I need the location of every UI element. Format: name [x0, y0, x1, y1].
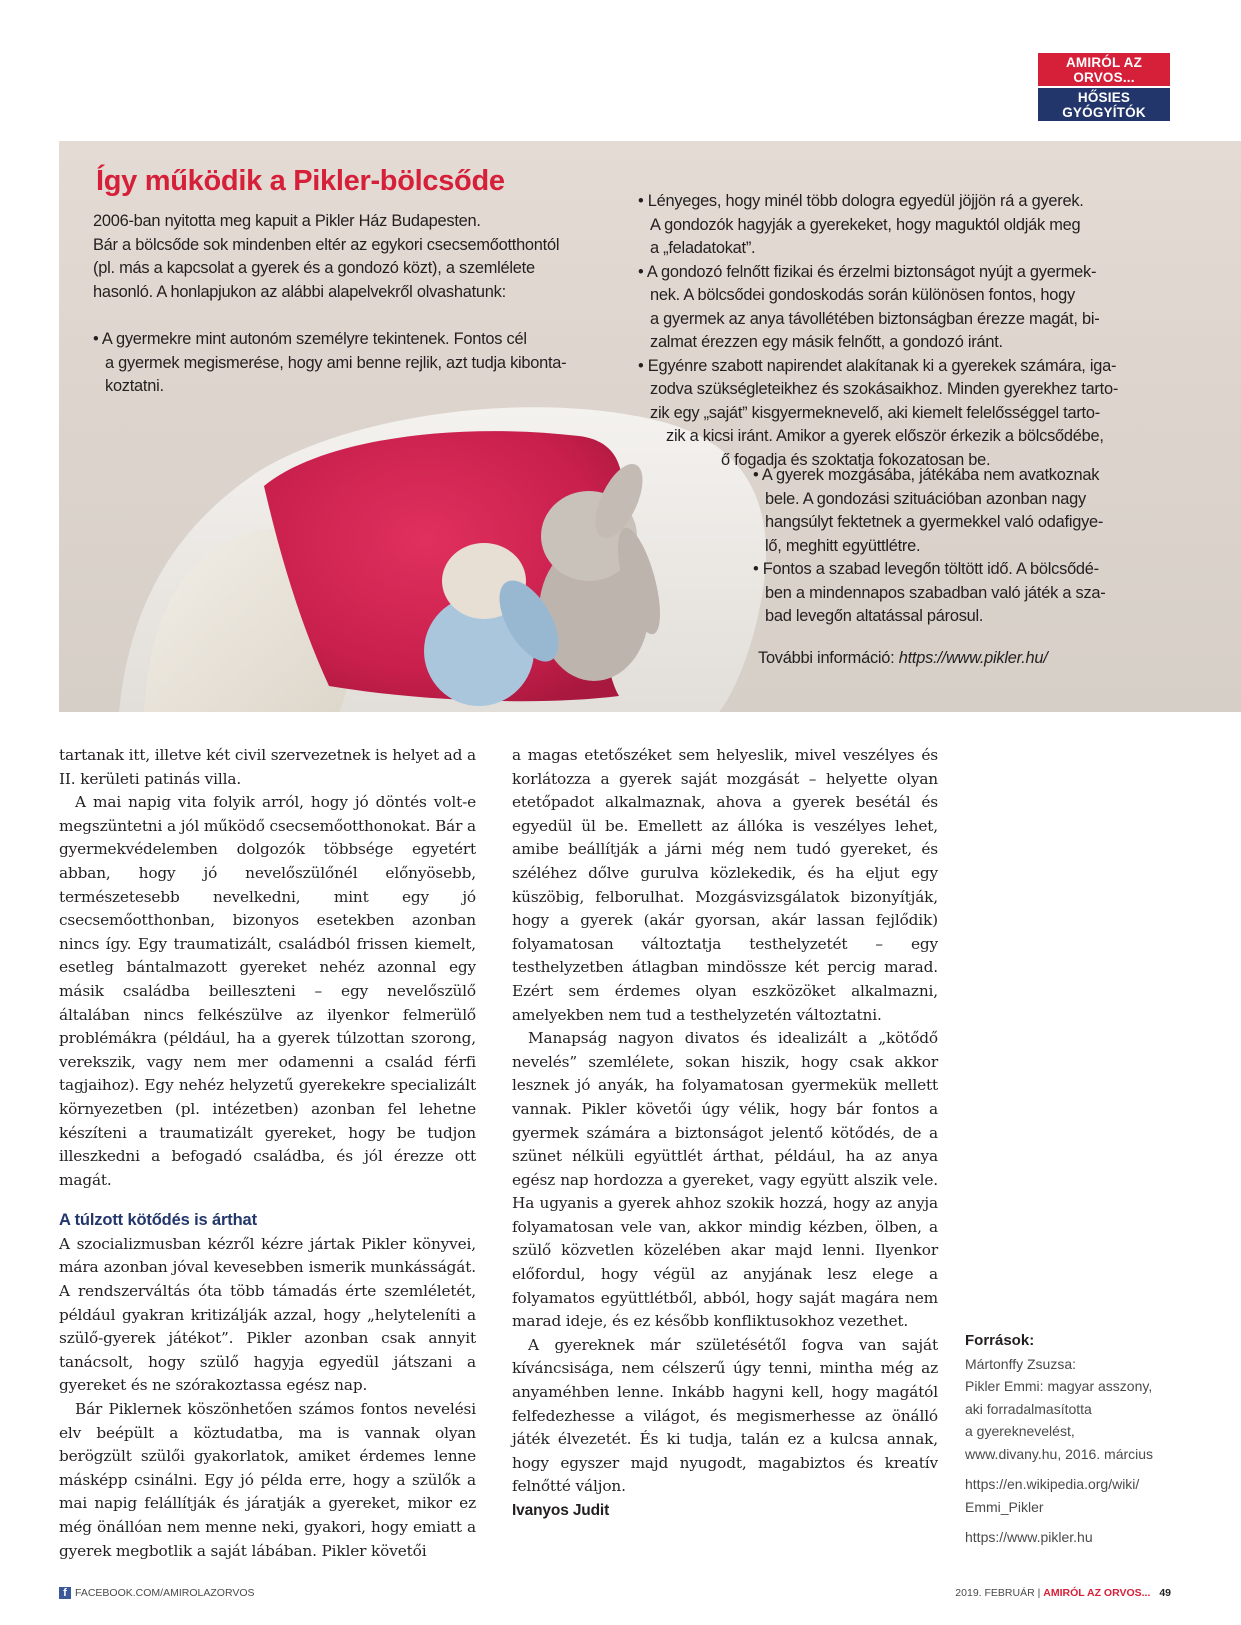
source-line: aki forradalmasította — [965, 1400, 1092, 1417]
footer-facebook — [59, 1587, 255, 1599]
bullet-line: a „feladatokat”. — [650, 239, 756, 257]
box-intro-line: hasonló. A honlapjukon az alábbi alapelvekről olvashatunk: — [93, 282, 506, 301]
sources-box — [965, 1330, 1180, 1549]
issue-date: 2019. FEBRUÁR | — [955, 1587, 1041, 1599]
badge-bottom: HŐSIES GYÓGYÍTÓK — [1038, 88, 1170, 121]
bullet-line: • A gyermekre mint autonóm személyre tekintenek. Fontos cél — [93, 330, 527, 348]
more-info-label: További információ: — [758, 649, 899, 667]
more-info-link[interactable]: https://www.pikler.hu/ — [898, 649, 1048, 667]
more-info — [758, 647, 1178, 671]
source-link[interactable]: https://www.pikler.hu — [965, 1529, 1093, 1545]
box-bullet-left — [93, 328, 613, 399]
author-name: Ivanyos Judit — [512, 1502, 610, 1519]
paragraph: Manapság nagyon divatos és idealizált a „kötődő nevelés” szemlélete, sokan hiszik, hogy csak akkor lesznek jó anyák, ha folyamatosan gyermekük mellett vannak. Pikler követői úgy vélik, hogy bár fontos a gyermek számára a biztonságot jelentő kötődés, de a szünet nélküli együttlét árthat, például, ha az anya egész nap hordozza a gyereket, vagy együtt alszik vele. Ha ugyanis a gyerek ahhoz szokik hozzá, hogy az anyja folyamatosan vele van, akkor mindig kézben, ölben, a szülő közvetlen közelében akar majd lenni. Ilyenkor előfordul, hogy végül az anyjának lesz elege a folyamatos együttlétből, abból, hogy saját magára nem marad ideje, és ez később konfliktusokhoz vezethet. — [512, 1029, 938, 1331]
bullet-line: zik egy „saját” kisgyermeknevelő, aki kiemelt felelősséggel tarto- — [650, 403, 1100, 422]
bullet-line: • A gyerek mozgásába, játékába nem avatkoznak — [753, 466, 1100, 484]
paragraph: A szocializmusban kézről kézre jártak Pikler könyvei, mára azonban jóval kevesebben ismerik munkásságát. A rendszerváltás óta több támadás érte szemléletét, például gyakran kritizálják azzal, hogy „helyteleníti a szülő-gyerek játékot”. Pikler azonban csak annyit tanácsolt, hogy szülő hagyja egyedül játszani a gyereket és ne szórakoztassa egész nap. — [59, 1234, 476, 1395]
source-line: Mártonffy Zsuzsa: — [965, 1355, 1077, 1372]
bullet-line: nek. A bölcsődei gondoskodás során különösen fontos, hogy — [650, 286, 1075, 304]
paragraph: tartanak itt, illetve két civil szervezetnek is helyet ad a II. kerületi patinás villa. — [59, 746, 476, 788]
bullet-line: zodva szükségleteikhez és szokásaikhoz. Minden gyerekhez tarto- — [650, 380, 1119, 398]
bullet-line: • A gondozó felnőtt fizikai és érzelmi biztonságot nyújt a gyermek- — [638, 262, 1097, 281]
source-line: Pikler Emmi: magyar asszony, — [965, 1378, 1153, 1394]
bullet-line: bad levegőn altatással párosul. — [765, 607, 984, 625]
box-intro — [93, 210, 613, 304]
box-bullets-right-lower — [753, 464, 1173, 629]
paragraph: a magas etetőszéket sem helyeslik, mivel veszélyes és korlátozza a gyerek saját mozgását – helyette olyan etetőpadot alkalmaznak, ahova a gyerek besétál és egyedül ül be. Emellett az állóka is veszélyes lehet, amibe beállítják a járni még nem tudó gyereket, és széléhez dőlve gurulva közlekedik, és ha eljut egy küszöbig, felborulhat. Mozgásvizsgálatok bizonyítják, hogy a gyerek (akár gyorsan, akár lassan fejlődik) folyamatosan változtatja testhelyzetét – egy testhelyzetben átlagban mindössze két percig marad. Ezért sem érdemes olyan eszközöket alkalmazni, amelyekben nem tud a testhelyzetén változtatni. — [512, 746, 938, 1024]
photo-info-box — [59, 141, 1241, 712]
facebook-icon: f — [59, 1587, 71, 1599]
box-intro-line: 2006-ban nyitotta meg kapuit a Pikler Ház Budapesten. — [93, 212, 481, 230]
box-intro-line: Bár a bölcsőde sok mindenben eltér az egykori csecsemőotthontól — [93, 235, 560, 254]
box-bullets-right — [638, 190, 1198, 472]
page-number: 49 — [1159, 1587, 1171, 1599]
bullet-line: zalmat érezzen egy másik felnőtt, a gondozó iránt. — [650, 333, 1003, 351]
bullet-line: zik a kicsi iránt. Amikor a gyerek először érkezik a bölcsődébe, — [666, 427, 1104, 445]
bullet-line: • Egyénre szabott napirendet alakítanak ki a gyerekek számára, iga- — [638, 356, 1117, 375]
bullet-line: lő, meghitt együttlétre. — [765, 536, 921, 555]
source-line: a gyereknevelést, — [965, 1423, 1075, 1439]
bullet-line: a gyermek megismerése, hogy ami benne rejlik, azt tudja kibonta- — [105, 353, 567, 372]
magazine-name: AMIRÓL AZ ORVOS... — [1043, 1587, 1151, 1599]
bullet-line: a gyermek az anya távollétében biztonságban érezze magát, bi- — [650, 309, 1100, 328]
box-intro-line: (pl. más a kapcsolat a gyerek és a gondozó közt), a szemlélete — [93, 259, 535, 277]
article-column-2 — [512, 744, 938, 1523]
box-title: Így működik a Pikler-bölcsőde — [96, 165, 505, 197]
bullet-line: koztatni. — [105, 377, 164, 395]
facebook-url[interactable]: FACEBOOK.COM/AMIROLAZORVOS — [75, 1587, 255, 1599]
bullet-line: bele. A gondozási szituációban azonban nagy — [765, 489, 1086, 508]
paragraph: A gyereknek már születésétől fogva van saját kíváncsisága, nem célszerű úgy tenni, mintha még az anyaméhben lenne. Inkább hagyni kell, hogy magától felfedezhesse a világot, és megismerhesse az önálló játék élvezetét. És ki tudja, talán ez a kulcsa annak, hogy egyszer majd nyugodt, magabiztos és kreatív felnőtté váljon. — [512, 1335, 938, 1496]
source-line: www.divany.hu, 2016. március — [965, 1445, 1154, 1462]
bullet-line: • Lényeges, hogy minél több dologra egyedül jöjjön rá a gyerek. — [638, 192, 1084, 210]
section-badge — [1038, 53, 1170, 121]
badge-top: AMIRÓL AZ ORVOS... — [1038, 53, 1170, 86]
sources-title: Források: — [965, 1332, 1035, 1349]
source-link[interactable]: Emmi_Pikler — [965, 1498, 1044, 1515]
subheading: A túlzott kötődés is árthat — [59, 1211, 257, 1230]
article-column-1 — [59, 744, 476, 1563]
paragraph: A mai napig vita folyik arról, hogy jó döntés volt-e megszüntetni a jól működő csecsemőotthonokat. Bár a gyermekvédelemben dolgozók többsége egyetért abban, hogy jó nevelőszülőnél előnyösebb, természetesebb nevelkedni, mint egy jó csecsemőotthonban, bizonyos esetekben azonban nincs így. Egy traumatizált, családból frissen kiemelt, esetleg bántalmazott gyereket nehéz azonnal egy másik családba beilleszteni – egy nevelőszülő általában nincs felkészülve az ilyenkor felmerülő problémákra (például, ha a gyerek túlzottan szorong, verekszik, vagy nem mer odamenni a család férfi tagjaihoz). Egy nehéz helyzetű gyerekekre specializált környezetben (pl. intézetben) azonban fel lehetne készíteni a traumatizált gyereket, hogy be tudjon illeszkedni a befogadó családba, és jól érezze ott magát. — [59, 793, 476, 1189]
bullet-line: ő fogadja és szoktatja fokozatosan be. — [721, 450, 991, 469]
bullet-line: • Fontos a szabad levegőn töltött idő. A bölcsődé- — [753, 560, 1099, 578]
bullet-line: ben a mindennapos szabadban való játék a sza- — [765, 583, 1106, 602]
bullet-line: A gondozók hagyják a gyerekeket, hogy maguktól oldják meg — [650, 215, 1081, 234]
paragraph: Bár Piklernek köszönhetően számos fontos nevelési elv beépült a köztudatba, ma is vannak olyan berögzült szülői gyakorlatok, amiket érdemes lenne másképp csinálni. Egy jó példa erre, hogy a szülők a mai napig felállítják és járatják a gyereket, mikor ez még önállóan nem menne neki, gyakori, hogy emiatt a gyerek megbotlik a saját lábában. Pikler követői — [59, 1400, 476, 1560]
source-link[interactable]: https://en.wikipedia.org/wiki/ — [965, 1476, 1140, 1492]
bullet-line: hangsúlyt fektetnek a gyermekkel való odafigye- — [765, 513, 1104, 531]
footer-page-info — [955, 1587, 1171, 1599]
